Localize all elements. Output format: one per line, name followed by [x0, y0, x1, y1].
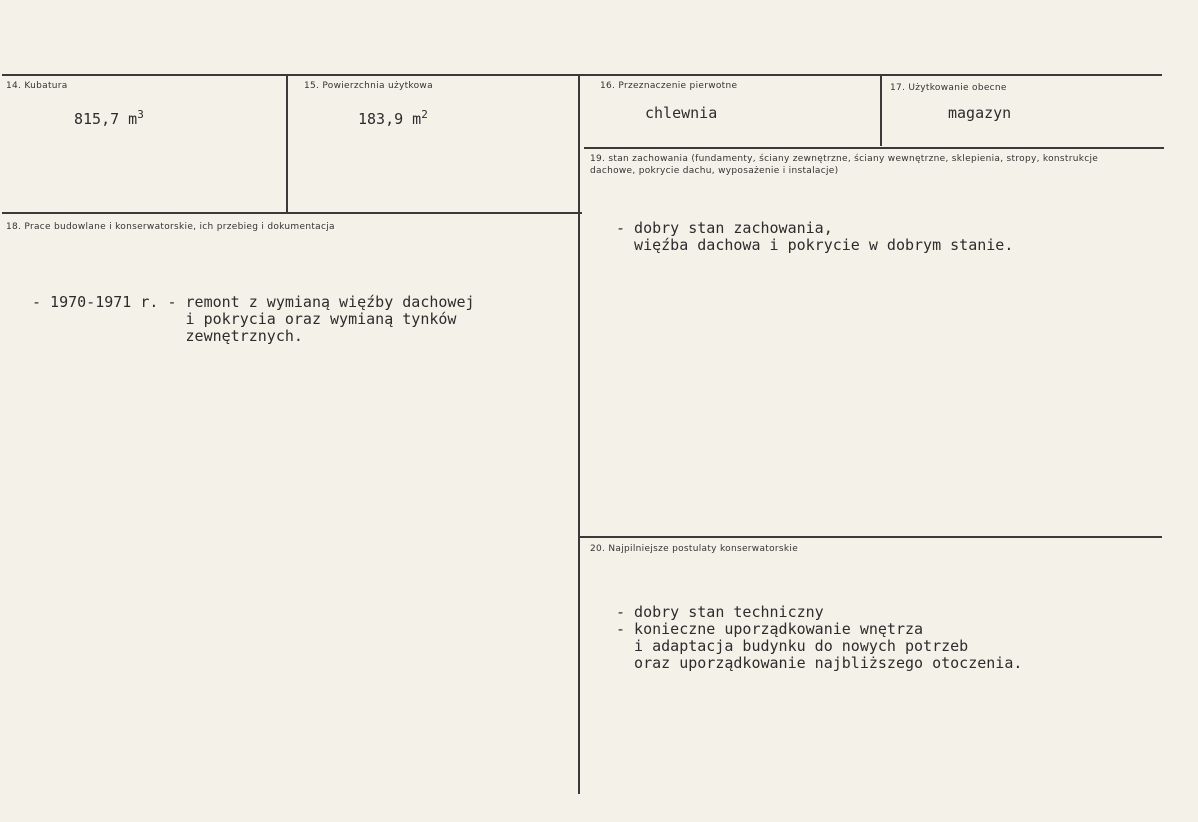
field-17-value: magazyn	[948, 104, 1012, 122]
field-16-value: chlewnia	[645, 104, 718, 122]
rule-19-top	[584, 147, 1164, 149]
field-20-label: 20. Najpilniejsze postulaty konserwatorskie	[590, 544, 799, 554]
field-19-line: - dobry stan zachowania,	[616, 219, 833, 237]
field-17-label: 17. Użytkowanie obecne	[890, 83, 1007, 93]
field-15-number: 183,9 m	[358, 110, 422, 128]
divider-14-15	[286, 76, 288, 212]
field-19-text	[616, 186, 1013, 288]
field-15-value	[358, 106, 428, 128]
divider-16-17	[880, 76, 882, 146]
field-15-label: 15. Powierzchnia użytkowa	[304, 81, 433, 91]
field-20-line: i adaptacja budynku do nowych potrzeb	[616, 637, 969, 655]
field-18-text	[32, 260, 475, 379]
field-18-label: 18. Prace budowlane i konserwatorskie, ich przebieg i dokumentacja	[6, 222, 335, 232]
top-rule	[2, 74, 1162, 76]
field-20-line: - dobry stan techniczny	[616, 603, 824, 621]
field-14-value	[74, 106, 144, 128]
field-19-label: 19. stan zachowania (fundamenty, ściany zewnętrzne, ściany wewnętrzne, sklepienia, stropy, konstrukcje dachowe, pokrycie dachu, wyposażenie i instalacje)	[590, 154, 1099, 176]
rule-20-top	[580, 536, 1162, 538]
field-14-number: 815,7 m	[74, 110, 138, 128]
field-20-line: oraz uporządkowanie najbliższego otoczenia.	[616, 654, 1023, 672]
field-20-line: - konieczne uporządkowanie wnętrza	[616, 620, 924, 638]
center-divider	[578, 76, 580, 794]
field-15-unit-exponent: 2	[421, 108, 428, 121]
field-16-label: 16. Przeznaczenie pierwotne	[600, 81, 738, 91]
rule-18-top	[2, 212, 582, 214]
field-14-unit-exponent: 3	[137, 108, 144, 121]
field-20-text	[616, 570, 1022, 706]
field-18-line: i pokrycia oraz wymianą tynków	[32, 310, 457, 328]
field-14-label: 14. Kubatura	[6, 81, 68, 91]
field-18-line: zewnętrznych.	[32, 327, 303, 345]
field-18-line: - 1970-1971 r. - remont z wymianą więźby dachowej	[32, 293, 475, 311]
field-19-line: więźba dachowa i pokrycie w dobrym stanie.	[616, 236, 1014, 254]
